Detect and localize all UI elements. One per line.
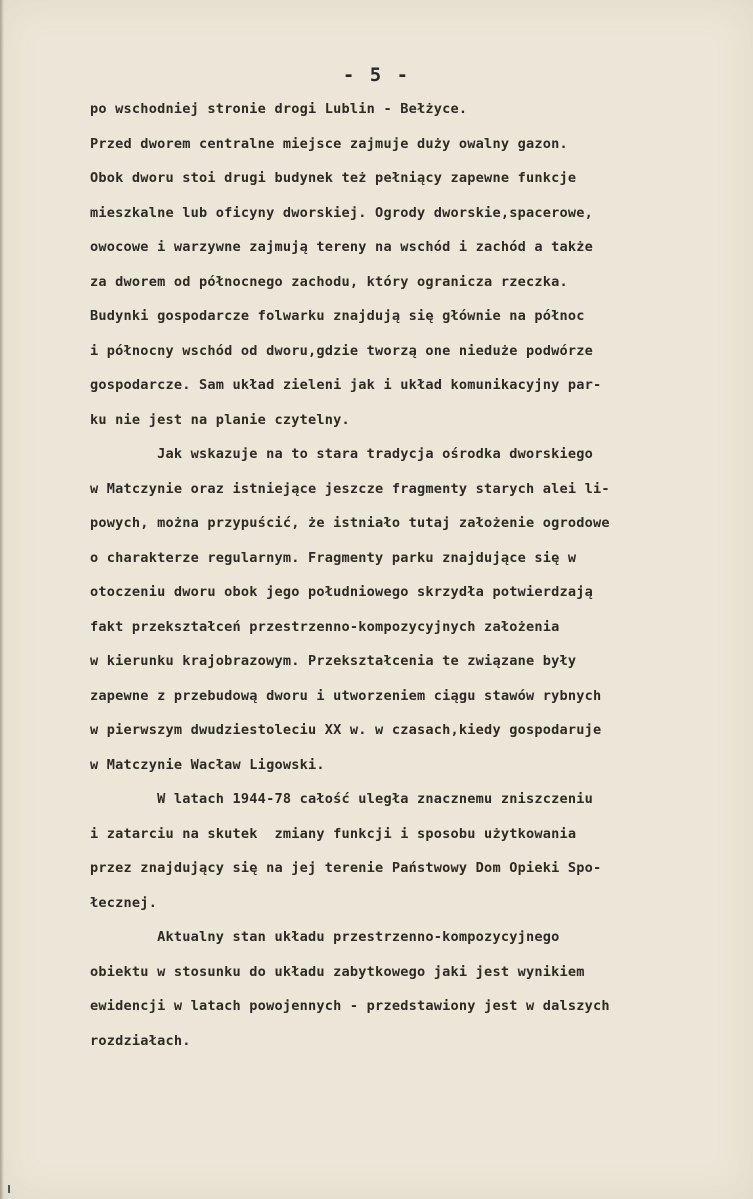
text-line: fakt przekształceń przestrzenno-kompozycyjnych założenia	[90, 618, 560, 635]
text-line: ewidencji w latach powojennych - przedstawiony jest w dalszych	[90, 998, 610, 1014]
text-line: mieszkalne lub oficyny dworskiej. Ogrody dworskie,spacerowe,	[90, 204, 594, 221]
text-line: Jak wskazuje na to stara tradycja ośrodka dworskiego	[90, 446, 594, 462]
page-number: - 5 -	[342, 64, 411, 86]
text-line: Obok dworu stoi drugi budynek też pełniący zapewne funkcje	[90, 170, 577, 186]
text-line: zapewne z przebudową dworu i utworzeniem ciągu stawów rybnych	[90, 687, 602, 704]
text-line: obiektu w stosunku do układu zabytkowego jaki jest wynikiem	[90, 963, 585, 980]
text-line: W latach 1944-78 całość uległa znacznemu zniszczeniu	[90, 791, 594, 807]
text-line: gospodarcze. Sam układ zieleni jak i układ komunikacyjny par-	[90, 377, 602, 393]
text-line: w kierunku krajobrazowym. Przekształcenia te związane były	[90, 653, 577, 669]
body-text	[90, 92, 735, 1058]
text-line: w pierwszym dwudziestoleciu XX w. w czasach,kiedy gospodaruje	[90, 722, 602, 738]
text-line: po wschodniej stronie drogi Lublin - Bełżyce.	[90, 101, 468, 117]
scan-edge-mark	[8, 1185, 10, 1193]
text-line: ku nie jest na planie czytelny.	[90, 411, 350, 428]
text-line: Budynki gospodarcze folwarku znajdują się głównie na północ	[90, 308, 585, 324]
text-line: i północny wschód od dworu,gdzie tworzą one nieduże podwórze	[90, 342, 594, 359]
text-line: przez znajdujący się na jej terenie Państwowy Dom Opieki Spo-	[90, 860, 602, 876]
text-line: łecznej.	[90, 894, 158, 911]
text-line: o charakterze regularnym. Fragmenty parku znajdujące się w	[90, 549, 577, 566]
text-line: w Matczynie oraz istniejące jeszcze fragmenty starych alei li-	[90, 480, 610, 497]
text-line: w Matczynie Wacław Ligowski.	[90, 756, 325, 773]
text-line: za dworem od północnego zachodu, który ogranicza rzeczka.	[90, 273, 568, 290]
text-line: rozdziałach.	[90, 1032, 191, 1049]
text-line: Przed dworem centralne miejsce zajmuje duży owalny gazon.	[90, 135, 568, 152]
text-line: owocowe i warzywne zajmują tereny na wschód i zachód a także	[90, 239, 594, 255]
text-line: Aktualny stan układu przestrzenno-kompozycyjnego	[90, 929, 560, 945]
text-line: powych, można przypuścić, że istniało tutaj założenie ogrodowe	[90, 515, 610, 531]
text-line: otoczeniu dworu obok jego południowego skrzydła potwierdzają	[90, 584, 594, 600]
text-line: i zatarciu na skutek zmiany funkcji i sposobu użytkowania	[90, 825, 577, 842]
binding-shadow	[0, 0, 4, 1199]
